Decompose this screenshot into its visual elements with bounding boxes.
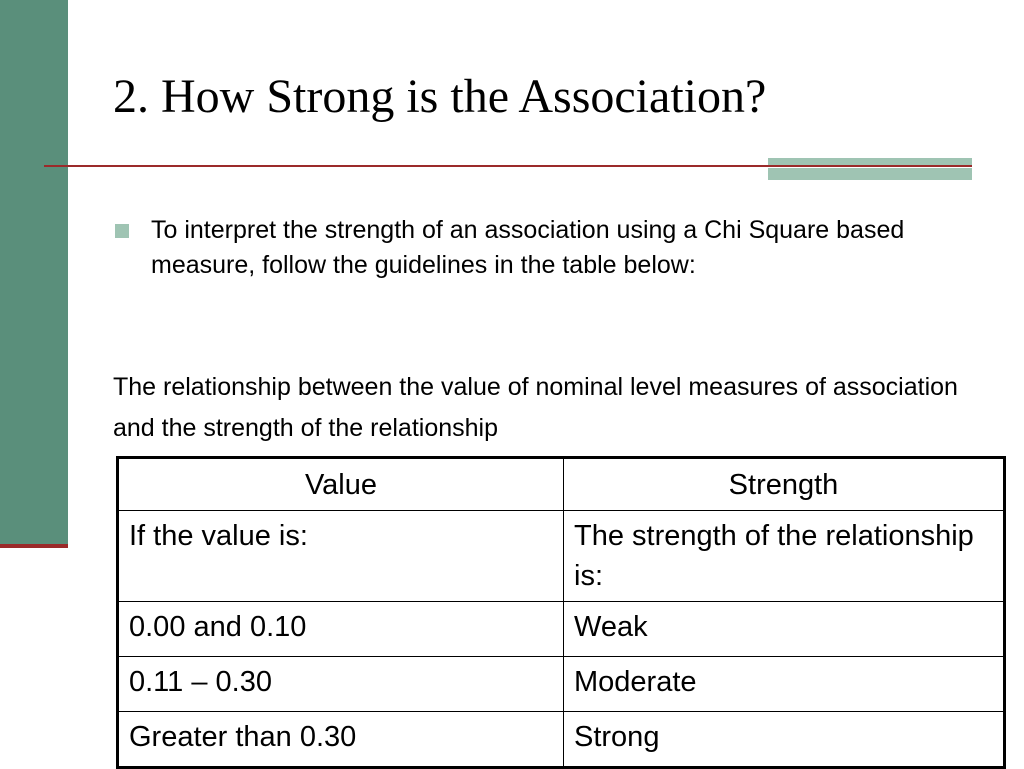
table-cell-strength: Moderate [564,657,1005,712]
header-value: Value [118,458,564,511]
bullet-text: To interpret the strength of an association using a Chi Square based measure, follow the guidelines in the table below: [151,216,905,279]
square-bullet-icon [115,224,129,238]
title-divider-accent-top [768,158,972,165]
sidebar-accent-line [0,544,68,548]
left-sidebar-bar [0,0,68,545]
slide-title: 2. How Strong is the Association? [113,70,767,123]
table-cell-value: 0.00 and 0.10 [118,602,564,657]
table-cell-value: If the value is: [118,511,564,602]
table-row [118,602,1005,657]
table-row [118,511,1005,602]
table-row [118,712,1005,768]
table-cell-value: 0.11 – 0.30 [118,657,564,712]
table-caption: The relationship between the value of nominal level measures of association and the strength of the relationship [113,373,958,442]
strength-table [116,456,1006,769]
title-divider-accent-bottom [768,168,972,180]
table-cell-value: Greater than 0.30 [118,712,564,768]
table-cell-strength: Strong [564,712,1005,768]
header-strength: Strength [564,458,1005,511]
table-cell-strength: The strength of the relationship is: [564,511,1005,602]
title-divider-line [44,165,972,167]
table-cell-strength: Weak [564,602,1005,657]
table-row [118,657,1005,712]
table-header-row [118,458,1005,511]
